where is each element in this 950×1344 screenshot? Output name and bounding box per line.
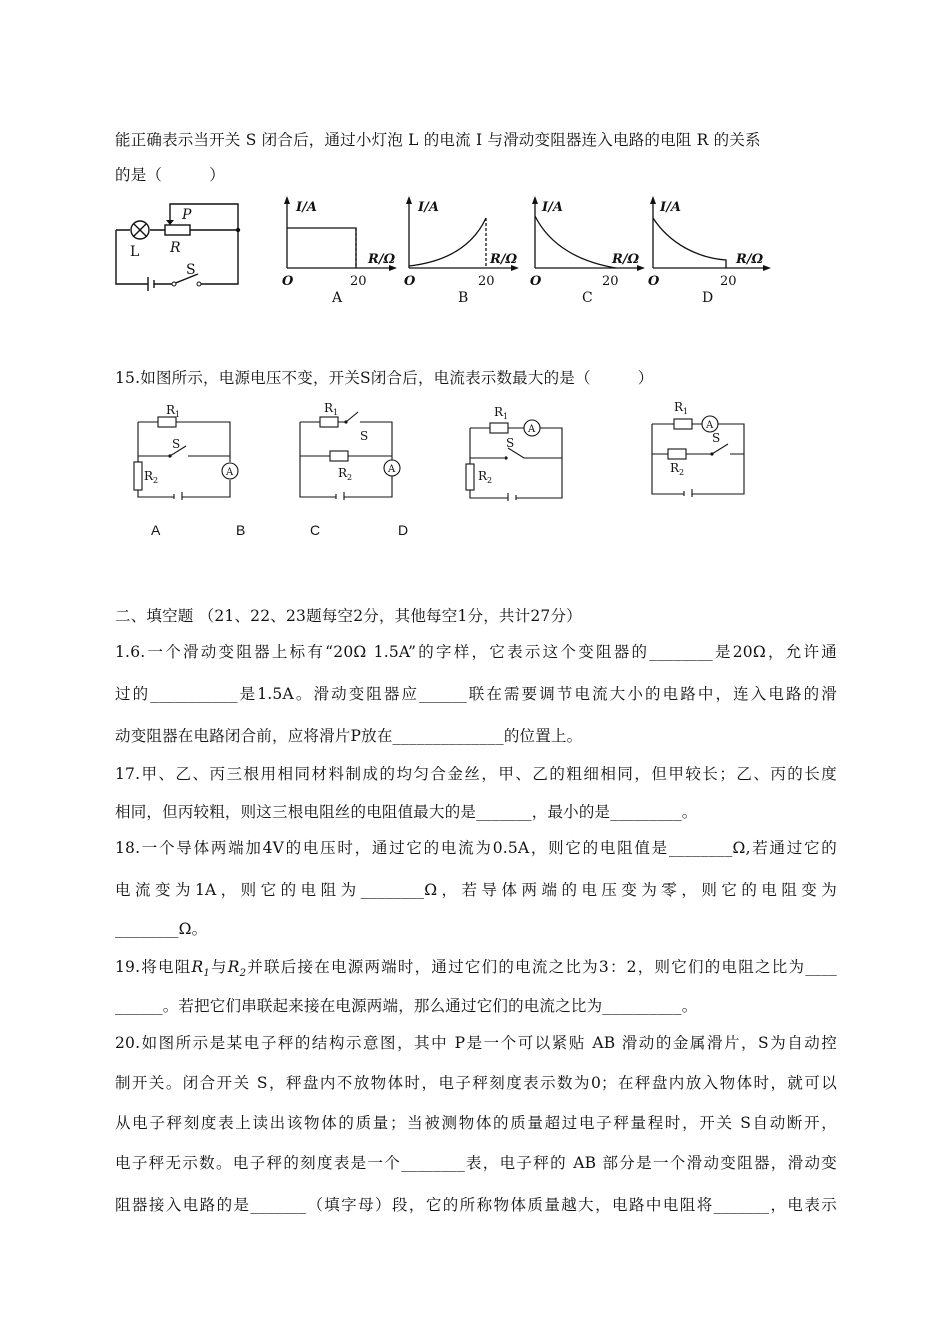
graph-c-ylabel: I/A (542, 200, 563, 215)
q15a-r1: R (166, 403, 176, 417)
q15a-switch: S (172, 437, 181, 451)
graph-d-option: D (702, 290, 714, 306)
q18-line3: ________Ω。 (115, 920, 208, 938)
resistor-label: R (170, 240, 181, 256)
q19-text-c: 并联后接在电源两端时，通过它们的电流之比为3：2，则它们的电阻之比为____ (246, 958, 838, 976)
q15a-r2-sub: 2 (153, 476, 159, 485)
graph-a (282, 196, 402, 306)
q17-line2: 相同，但丙较粗，则这三根电阻丝的电阻值最大的是_______，最小的是_________。 (115, 803, 698, 821)
q18-line2: 电流变为1A，则它的电阻为________Ω，若导体两端的电压变为零，则它的电阻变为 (115, 881, 837, 899)
q19-r2: R (227, 958, 240, 976)
graph-b-xlabel: R/Ω (490, 252, 518, 267)
q15-option-c: C (310, 522, 321, 538)
q16-line2: 过的___________是1.5A。滑动变阻器应______联在需要调节电流大小的电路中，连入电路的滑 (115, 685, 837, 703)
lamp-label: L (130, 244, 140, 260)
q15b-r2: R (338, 466, 348, 480)
svg-text:R2 (144, 469, 158, 485)
q15a-r2: R (144, 469, 154, 483)
q15b-switch: S (360, 429, 369, 443)
q15c-r1-sub: 1 (503, 412, 509, 421)
q15c-r2: R (478, 469, 488, 483)
graph-c-option: C (582, 290, 593, 306)
q19-text-b: 与 (209, 958, 228, 976)
q20-line2: 制开关。闭合开关 S，秤盘内不放物体时，电子秤刻度表示数为0；在秤盘内放入物体时，就可以 (115, 1074, 837, 1092)
graph-b-ylabel: I/A (418, 200, 439, 215)
q19-r1-sub: 1 (203, 968, 210, 980)
svg-text:R2 (670, 461, 684, 477)
q15b-r1: R (324, 401, 334, 415)
q14-line1: 能正确表示当开关 S 闭合后，通过小灯泡 L 的电流 I 与滑动变阻器连入电路的电阻 R 的关系 (115, 131, 761, 149)
q15c-r1: R (494, 405, 504, 419)
q15-circuit-d (644, 398, 756, 498)
section2-title: 二、填空题 （21、22、23题每空2分，其他每空1分，共计27分） (115, 607, 582, 625)
graph-a-origin: O (282, 274, 294, 289)
graph-d-xtick: 20 (720, 274, 737, 289)
q15-option-d: D (398, 522, 409, 538)
q15d-switch: S (712, 431, 721, 445)
switch-label: S (186, 262, 196, 278)
graph-c (530, 196, 650, 306)
q15d-r2-sub: 2 (679, 468, 685, 477)
q15-circuit-a (130, 400, 242, 500)
graph-c-origin: O (530, 274, 542, 289)
svg-text:R1 (674, 400, 688, 416)
q19-line2: ______。若把它们串联起来接在电源两端，那么通过它们的电流之比为__________。 (115, 997, 698, 1015)
graph-c-xtick: 20 (602, 274, 619, 289)
svg-text:R1 (166, 403, 180, 419)
q14-line2: 的是（ ） (115, 166, 225, 184)
graph-a-xtick: 20 (350, 274, 367, 289)
graph-a-ylabel: I/A (296, 200, 317, 215)
graph-b (404, 196, 524, 306)
graph-b-xtick: 20 (478, 274, 495, 289)
graph-c-xlabel: R/Ω (612, 252, 640, 267)
q15c-r2-sub: 2 (487, 476, 493, 485)
q14-circuit-diagram (110, 198, 250, 294)
q20-line3: 从电子秤刻度表上读出该物体的质量；当被测物体的质量超过电子秤量程时，开关 S自动断开， (115, 1114, 837, 1132)
q20-line5: 阻器接入电路的是_______（填字母）段，它的所称物体质量越大，电路中电阻将_______，电表示 (115, 1196, 837, 1214)
q20-line1: 20.如图所示是某电子秤的结构示意图，其中 P是一个可以紧贴 AB 滑动的金属滑片，S为自动控 (115, 1034, 837, 1052)
graph-d-ylabel: I/A (660, 200, 681, 215)
q15a-ammeter: A (226, 467, 234, 478)
q15-line: 15.如图所示，电源电压不变，开关S闭合后，电流表示数最大的是（ ） (115, 369, 654, 387)
q19-r1: R (191, 958, 204, 976)
q15b-r2-sub: 2 (347, 473, 353, 482)
q15d-r1: R (674, 400, 684, 414)
q16-line1: 1.6.一个滑动变阻器上标有“20Ω 1.5A”的字样，它表示这个变阻器的________是20Ω，允许通 (115, 643, 837, 661)
graph-b-origin: O (404, 274, 416, 289)
q15-circuit-c (462, 404, 574, 504)
graph-a-xlabel: R/Ω (368, 252, 396, 267)
q15-circuit-b (292, 400, 404, 500)
q15-option-a: A (151, 522, 161, 538)
graph-d-origin: O (648, 274, 660, 289)
graph-d (648, 196, 778, 306)
graph-d-xlabel: R/Ω (736, 252, 764, 267)
q17-line1: 17.甲、乙、丙三根用相同材料制成的均匀合金丝，甲、乙的粗细相同，但甲较长；乙、丙的长度 (115, 765, 837, 783)
q15c-ammeter: A (528, 424, 536, 435)
svg-text:R2 (338, 466, 352, 482)
svg-text:R1 (494, 405, 508, 421)
q19-text-a: 19.将电阻 (115, 958, 192, 976)
svg-text:R2 (478, 469, 492, 485)
q15-option-b: B (236, 522, 246, 538)
q19-r2-sub: 2 (239, 968, 247, 980)
q18-line1: 18.一个导体两端加4V的电压时，通过它的电流为0.5A，则它的电阻值是________Ω,若通过它的 (115, 839, 837, 857)
q20-line4: 电子秤无示数。电子秤的刻度表是一个________表，电子秤的 AB 部分是一个滑动变阻器，滑动变 (115, 1154, 837, 1172)
q19-line1 (115, 955, 837, 979)
q15d-r2: R (670, 461, 680, 475)
graph-b-option: B (458, 290, 469, 306)
q15c-switch: S (506, 436, 515, 450)
graph-a-option: A (332, 290, 343, 306)
q15b-ammeter: A (388, 464, 396, 475)
q15d-r1-sub: 1 (683, 407, 689, 416)
svg-text:R1 (324, 401, 338, 417)
q15d-ammeter: A (706, 420, 714, 431)
slider-label: P (182, 207, 192, 223)
q16-line3: 动变阻器在电路闭合前，应将滑片P放在______________的位置上。 (115, 727, 583, 745)
q15a-r1-sub: 1 (175, 410, 181, 419)
q15b-r1-sub: 1 (333, 408, 339, 417)
